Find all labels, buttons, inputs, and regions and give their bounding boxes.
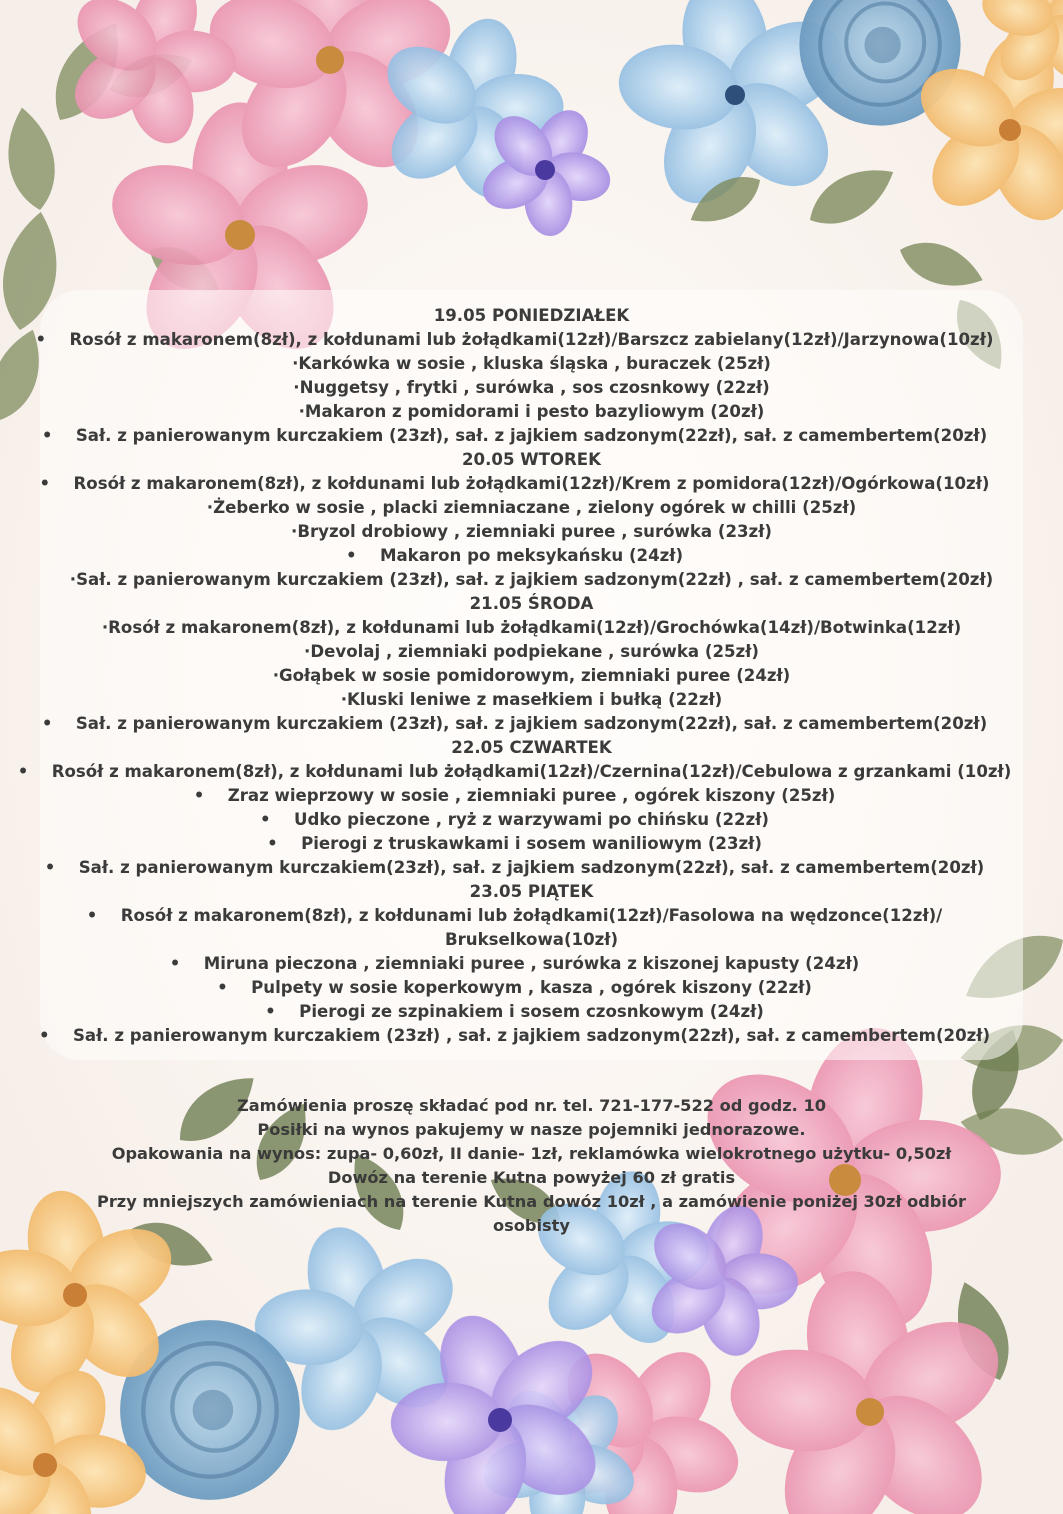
packaging-info: Posiłki na wynos pakujemy w nasze pojemniki jednorazowe.	[257, 1120, 806, 1139]
menu-item-text: Pierogi z truskawkami i sosem waniliowym (23zł)	[301, 834, 762, 853]
menu-item-text: Rosół z makaronem(8zł), z kołdunami lub żołądkami(12zł)/Czernina(12zł)/Cebulowa z grzankami (10zł)	[51, 762, 1012, 781]
menu-item	[0, 352, 1063, 376]
menu-item-text: Pulpety w sosie koperkowym , kasza , ogórek kiszony (22zł)	[251, 978, 812, 997]
menu-item	[0, 952, 1063, 976]
menu-item-text: Rosół z makaronem(8zł), z kołdunami lub żołądkami(12zł)/Fasolowa na wędzonce(12zł)/ Brukselkowa(10zł)	[120, 906, 943, 949]
menu-item	[0, 688, 1063, 712]
menu-item-text: Udko pieczone , ryż z warzywami po chińsku (22zł)	[294, 810, 769, 829]
menu-item-text: ·Żeberko w sosie , placki ziemniaczane , zielony ogórek w chilli (25zł)	[206, 498, 857, 517]
day-heading: 21.05 ŚRODA	[469, 594, 594, 613]
menu-item	[0, 808, 1063, 832]
bullet-icon: •	[265, 1002, 276, 1021]
menu-item-text: Miruna pieczona , ziemniaki puree , surówka z kiszonej kapusty (24zł)	[203, 954, 860, 973]
menu-item	[0, 328, 1063, 352]
menu-item	[0, 904, 1063, 952]
delivery-free-info: Dowóz na terenie Kutna powyżej 60 zł gratis	[327, 1168, 736, 1187]
bullet-icon: •	[41, 426, 53, 445]
bullet-icon: •	[41, 714, 53, 733]
packaging-prices: Opakowania na wynos: zupa- 0,60zł, II danie- 1zł, reklamówka wielokrotnego użytku- 0,50zł	[111, 1144, 952, 1163]
bullet-icon: •	[267, 834, 278, 853]
menu-item-text: Zraz wieprzowy w sosie , ziemniaki puree , ogórek kiszony (25zł)	[227, 786, 836, 805]
bullet-icon: •	[38, 1026, 50, 1045]
menu-item	[0, 568, 1063, 592]
menu-item	[0, 616, 1063, 640]
menu-item	[0, 1024, 1063, 1048]
menu-item	[0, 760, 1063, 784]
menu-item	[0, 496, 1063, 520]
menu-item-text: Sał. z panierowanym kurczakiem (23zł), sał. z jajkiem sadzonym(22zł), sał. z camembertem(20zł)	[75, 714, 988, 733]
menu-item-text: ·Bryzol drobiowy , ziemniaki puree , surówka (23zł)	[291, 522, 772, 541]
delivery-paid-info: Przy mniejszych zamówieniach na terenie Kutna dowóz 10zł , a zamówienie poniżej 30zł odbiór osobisty	[96, 1192, 967, 1235]
menu-item-text: ·Sał. z panierowanym kurczakiem (23zł), sał. z jajkiem sadzonym(22zł) , sał. z camembertem(20zł)	[69, 570, 994, 589]
bullet-icon: •	[39, 474, 51, 493]
menu-item	[0, 640, 1063, 664]
day-heading: 22.05 CZWARTEK	[451, 738, 612, 757]
menu-item	[0, 856, 1063, 880]
menu-item	[0, 832, 1063, 856]
menu-item	[0, 376, 1063, 400]
bullet-icon: •	[44, 858, 56, 877]
menu-item-text: Sał. z panierowanym kurczakiem (23zł), sał. z jajkiem sadzonym(22zł), sał. z camembertem(20zł)	[75, 426, 988, 445]
bullet-icon: •	[35, 330, 47, 349]
bullet-icon: •	[345, 546, 357, 565]
day-heading: 20.05 WTOREK	[462, 450, 601, 469]
bullet-icon: •	[17, 762, 29, 781]
menu-item-text: ·Rosół z makaronem(8zł), z kołdunami lub żołądkami(12zł)/Grochówka(14zł)/Botwinka(12zł)	[101, 618, 962, 637]
order-phone-info: Zamówienia proszę składać pod nr. tel. 721-177-522 od godz. 10	[237, 1096, 826, 1115]
menu-item	[0, 400, 1063, 424]
day-heading: 19.05 PONIEDZIAŁEK	[433, 306, 630, 325]
menu-item-text: Makaron po meksykańsku (24zł)	[379, 546, 684, 565]
bullet-icon: •	[260, 810, 271, 829]
menu-item	[0, 664, 1063, 688]
menu-item	[0, 424, 1063, 448]
day-heading: 23.05 PIĄTEK	[469, 882, 594, 901]
bullet-icon: •	[86, 906, 98, 925]
menu-item	[0, 1000, 1063, 1024]
menu-item	[0, 712, 1063, 736]
weekly-menu	[0, 304, 1063, 1048]
menu-item-text: Rosół z makaronem(8zł), z kołdunami lub żołądkami(12zł)/Barszcz zabielany(12zł)/Jarzynowa(10zł)	[69, 330, 994, 349]
bullet-icon: •	[169, 954, 181, 973]
menu-item-text: ·Makaron z pomidorami i pesto bazyliowym (20zł)	[298, 402, 765, 421]
menu-item-text: ·Devolaj , ziemniaki podpiekane , surówka (25zł)	[304, 642, 759, 661]
menu-item	[0, 520, 1063, 544]
menu-item-text: Pierogi ze szpinakiem i sosem czosnkowym (24zł)	[299, 1002, 764, 1021]
menu-item-text: Rosół z makaronem(8zł), z kołdunami lub żołądkami(12zł)/Krem z pomidora(12zł)/Ogórkowa(10zł)	[73, 474, 990, 493]
menu-item	[0, 472, 1063, 496]
menu-item-text: Sał. z panierowanym kurczakiem(23zł), sał. z jajkiem sadzonym(22zł), sał. z camembertem(20zł)	[78, 858, 985, 877]
menu-item-text: ·Nuggetsy , frytki , surówka , sos czosnkowy (22zł)	[293, 378, 770, 397]
bullet-icon: •	[217, 978, 228, 997]
menu-item-text: ·Gołąbek w sosie pomidorowym, ziemniaki puree (24zł)	[272, 666, 791, 685]
menu-item-text: ·Karkówka w sosie , kluska śląska , buraczek (25zł)	[292, 354, 771, 373]
order-info	[0, 1094, 1063, 1238]
menu-item	[0, 544, 1063, 568]
menu-item	[0, 976, 1063, 1000]
menu-item-text: Sał. z panierowanym kurczakiem (23zł) , sał. z jajkiem sadzonym(22zł), sał. z camembertem(20zł)	[72, 1026, 991, 1045]
menu-item	[0, 784, 1063, 808]
bullet-icon: •	[193, 786, 205, 805]
menu-item-text: ·Kluski leniwe z masełkiem i bułką (22zł)	[340, 690, 723, 709]
